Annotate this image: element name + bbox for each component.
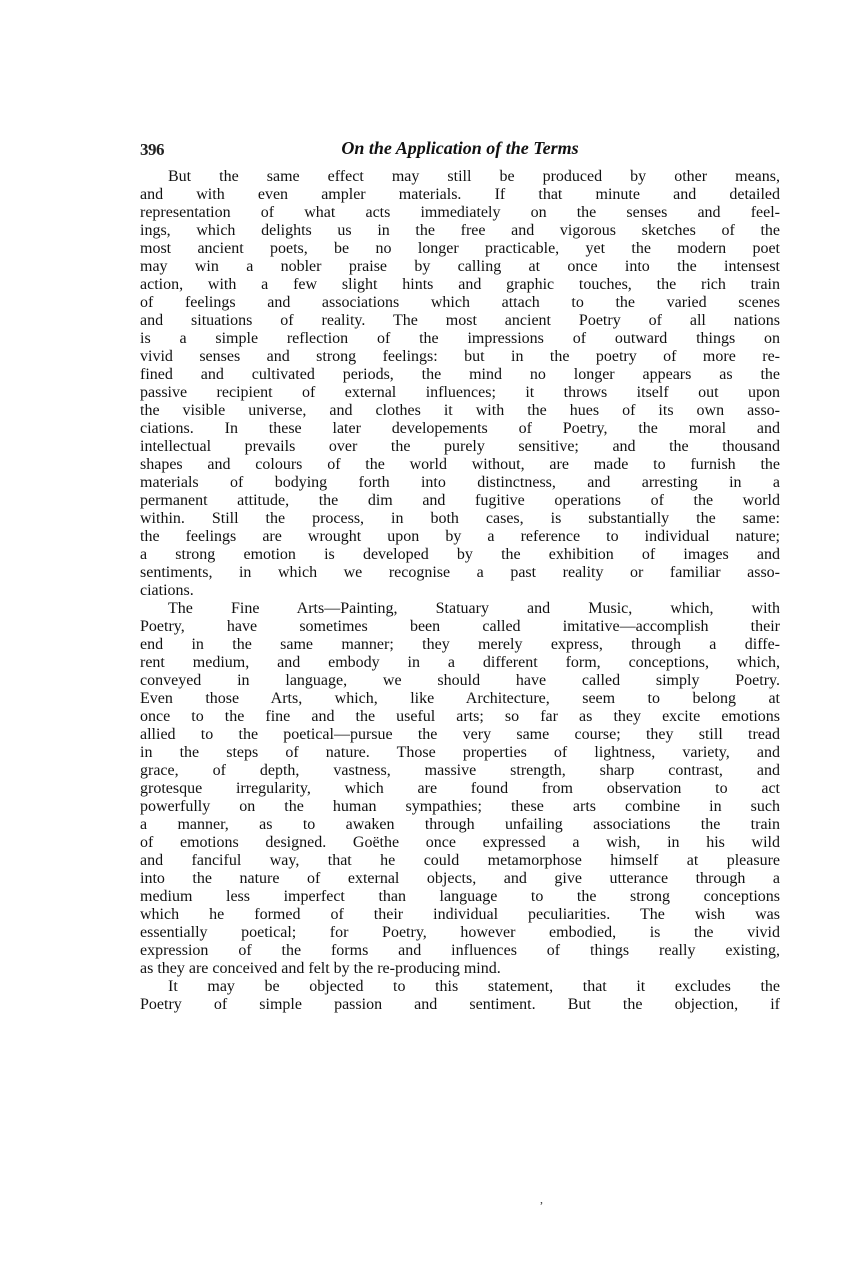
text-line: may win a nobler praise by calling at once into the intensest	[140, 258, 780, 275]
text-line: But the same effect may still be produced by other means,	[168, 168, 780, 185]
text-line: The Fine Arts—Painting, Statuary and Music, which, with	[168, 600, 780, 617]
text-line: representation of what acts immediately on the senses and feel-	[140, 204, 780, 221]
text-line: vivid senses and strong feelings: but in the poetry of more re-	[140, 348, 780, 365]
text-line: expression of the forms and influences of things really existing,	[140, 942, 780, 959]
text-line: shapes and colours of the world without, are made to furnish the	[140, 456, 780, 473]
text-line: and situations of reality. The most ancient Poetry of all nations	[140, 312, 780, 329]
text-line: permanent attitude, the dim and fugitive operations of the world	[140, 492, 780, 509]
text-line: ciations. In these later developements of Poetry, the moral and	[140, 420, 780, 437]
text-line: in the steps of nature. Those properties of lightness, variety, and	[140, 744, 780, 761]
paragraph	[140, 978, 780, 1014]
text-line: which he formed of their individual peculiarities. The wish was	[140, 906, 780, 923]
text-line: Even those Arts, which, like Architecture, seem to belong at	[140, 690, 780, 707]
running-title: On the Application of the Terms	[341, 138, 579, 158]
paragraph	[140, 600, 780, 978]
text-line: of feelings and associations which attach to the varied scenes	[140, 294, 780, 311]
text-line: sentiments, in which we recognise a past reality or familiar asso-	[140, 564, 780, 581]
book-page	[140, 138, 780, 1014]
text-line: and fanciful way, that he could metamorphose himself at pleasure	[140, 852, 780, 869]
text-line: a manner, as to awaken through unfailing associations the train	[140, 816, 780, 833]
stray-print-mark: ,	[540, 1192, 543, 1206]
text-line: end in the same manner; they merely express, through a diffe-	[140, 636, 780, 653]
text-line: grotesque irregularity, which are found from observation to act	[140, 780, 780, 797]
text-line: medium less imperfect than language to the strong conceptions	[140, 888, 780, 905]
text-line: within. Still the process, in both cases, is substantially the same:	[140, 510, 780, 527]
text-line: fined and cultivated periods, the mind no longer appears as the	[140, 366, 780, 383]
running-head	[140, 138, 780, 164]
text-line: ings, which delights us in the free and vigorous sketches of the	[140, 222, 780, 239]
text-line: a strong emotion is developed by the exhibition of images and	[140, 546, 780, 563]
text-line: the feelings are wrought upon by a reference to individual nature;	[140, 528, 780, 545]
text-line: allied to the poetical—pursue the very same course; they still tread	[140, 726, 780, 743]
text-line: ciations.	[140, 582, 194, 599]
text-line: the visible universe, and clothes it with the hues of its own asso-	[140, 402, 780, 419]
text-line: as they are conceived and felt by the re-producing mind.	[140, 960, 501, 977]
text-line: of emotions designed. Goëthe once expressed a wish, in his wild	[140, 834, 780, 851]
text-line: grace, of depth, vastness, massive strength, sharp contrast, and	[140, 762, 780, 779]
text-line: Poetry of simple passion and sentiment. But the objection, if	[140, 996, 780, 1013]
text-line: action, with a few slight hints and graphic touches, the rich train	[140, 276, 780, 293]
text-line: and with even ampler materials. If that minute and detailed	[140, 186, 780, 203]
paragraph	[140, 168, 780, 600]
text-line: essentially poetical; for Poetry, however embodied, is the vivid	[140, 924, 780, 941]
text-line: powerfully on the human sympathies; these arts combine in such	[140, 798, 780, 815]
page-number: 396	[140, 140, 164, 159]
text-line: It may be objected to this statement, that it excludes the	[168, 978, 780, 995]
text-line: intellectual prevails over the purely sensitive; and the thousand	[140, 438, 780, 455]
text-line: passive recipient of external influences; it throws itself out upon	[140, 384, 780, 401]
text-line: once to the fine and the useful arts; so far as they excite emotions	[140, 708, 780, 725]
text-line: rent medium, and embody in a different form, conceptions, which,	[140, 654, 780, 671]
text-line: is a simple reflection of the impressions of outward things on	[140, 330, 780, 347]
text-line: most ancient poets, be no longer practicable, yet the modern poet	[140, 240, 780, 257]
text-line: materials of bodying forth into distinctness, and arresting in a	[140, 474, 780, 491]
text-line: conveyed in language, we should have called simply Poetry.	[140, 672, 780, 689]
text-line: into the nature of external objects, and give utterance through a	[140, 870, 780, 887]
body-text	[140, 168, 780, 1014]
text-line: Poetry, have sometimes been called imitative—accomplish their	[140, 618, 780, 635]
